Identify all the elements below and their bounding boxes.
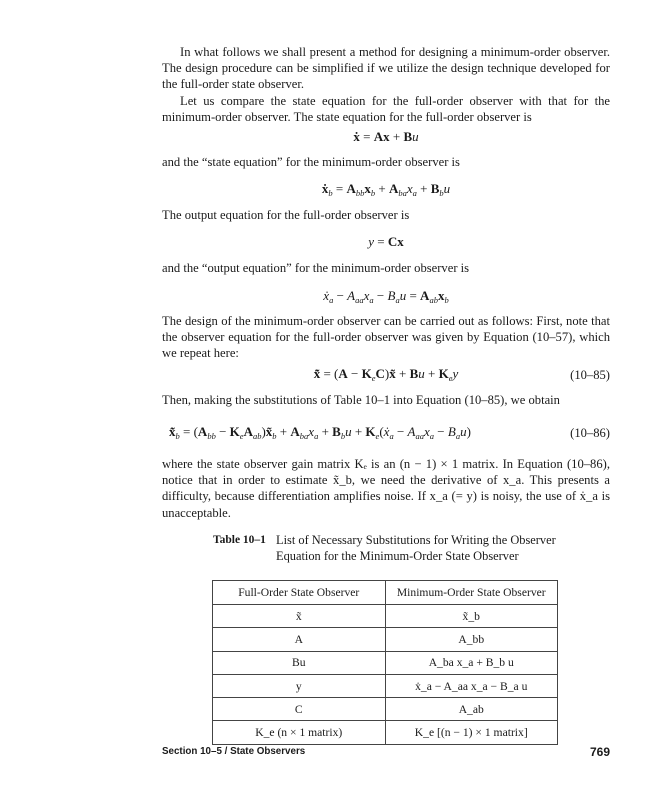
paragraph-output-eq-intro: The output equation for the full-order observer is bbox=[162, 208, 410, 222]
table-row bbox=[213, 628, 558, 651]
table-header-min-order: Minimum-Order State Observer bbox=[385, 581, 558, 605]
table-number: Table 10–1 bbox=[213, 534, 266, 546]
substitution-table bbox=[212, 580, 558, 745]
table-header-row bbox=[213, 581, 558, 605]
equation-10-86: $x̃̇_b = (A_{bb}$ − $K_eA_{ab})x̃_b + A_{ba}x_a + B_bu$ + $K_e(ẋ_a - A_{aa}x_a - B_au)$ bbox=[169, 424, 471, 441]
paragraph-min-output-intro: and the “output equation” for the minimum-order observer is bbox=[162, 261, 470, 275]
paragraph-compare: Let us compare the state equation for the full-order observer with that for the minimum-order observer. The state equation for the full-order observer is bbox=[162, 94, 610, 125]
eq1-text: ẋ = Ax + Bu bbox=[353, 129, 419, 144]
table-cell: x̃ bbox=[213, 605, 386, 628]
equation-full-order-output: y = Cx bbox=[368, 234, 404, 249]
table-cell: K_e (n × 1 matrix) bbox=[213, 721, 386, 744]
table-row bbox=[213, 605, 558, 628]
table-cell: A bbox=[213, 628, 386, 651]
table-row bbox=[213, 698, 558, 721]
equation-number-10-85: (10–85) bbox=[570, 368, 610, 382]
equation-min-order-output: $ẋ_a - A_{aa}x_a - B_au = A_{ab}x_b$ bbox=[323, 288, 449, 305]
table-cell: K_e [(n − 1) × 1 matrix] bbox=[385, 721, 558, 744]
table-cell: y bbox=[213, 674, 386, 697]
equation-number-10-86: (10–86) bbox=[570, 426, 610, 440]
table-cell: C bbox=[213, 698, 386, 721]
paragraph-intro: In what follows we shall present a method for designing a minimum-order observer. The design procedure can be simplified if we utilize the design technique developed for the full-order state observer. bbox=[162, 45, 610, 92]
equation-full-order-state bbox=[162, 129, 610, 145]
table-cell: Bu bbox=[213, 651, 386, 674]
table-row bbox=[213, 651, 558, 674]
equation-10-85: x̃̇ = $(A - K_eC)x̃ + Bu + K_ey$ bbox=[313, 366, 459, 383]
paragraph-substitutions: Then, making the substitutions of Table 10–1 into Equation (10–85), we obtain bbox=[162, 393, 560, 407]
table-title: List of Necessary Substitutions for Writing the Observer Equation for the Minimum-Order State Observer bbox=[276, 533, 556, 563]
table-cell: A_bb bbox=[385, 628, 558, 651]
paragraph-state-eq-intro: and the “state equation” for the minimum-order observer is bbox=[162, 155, 460, 169]
paragraph-gain-matrix: where the state observer gain matrix Kₑ is an (n − 1) × 1 matrix. In Equation (10–86), notice that in order to estimate x̃_b, we need the derivative of x_a. This presents a difficulty, because differentiation amplifies noise. If x_a (= y) is noisy, the use of ẋ_a is unacceptable. bbox=[162, 457, 610, 520]
footer-section: Section 10–5 / State Observers bbox=[162, 746, 306, 757]
table-cell: x̃_b bbox=[385, 605, 558, 628]
table-header-full-order: Full-Order State Observer bbox=[213, 581, 386, 605]
table-cell: A_ab bbox=[385, 698, 558, 721]
paragraph-design-procedure: The design of the minimum-order observer can be carried out as follows: First, note that the observer equation for the full-order observer was given by Equation (10–57), which we repeat here: bbox=[162, 314, 610, 361]
table-row bbox=[213, 721, 558, 744]
table-row bbox=[213, 674, 558, 697]
equation-min-order-state: $ẋ_b = A_{bb}x_b + A_{ba}x_a + B_bu$ bbox=[321, 181, 451, 198]
table-cell: ẋ_a − A_aa x_a − B_a u bbox=[385, 674, 558, 697]
table-cell: A_ba x_a + B_b u bbox=[385, 651, 558, 674]
page-number: 769 bbox=[589, 745, 610, 759]
